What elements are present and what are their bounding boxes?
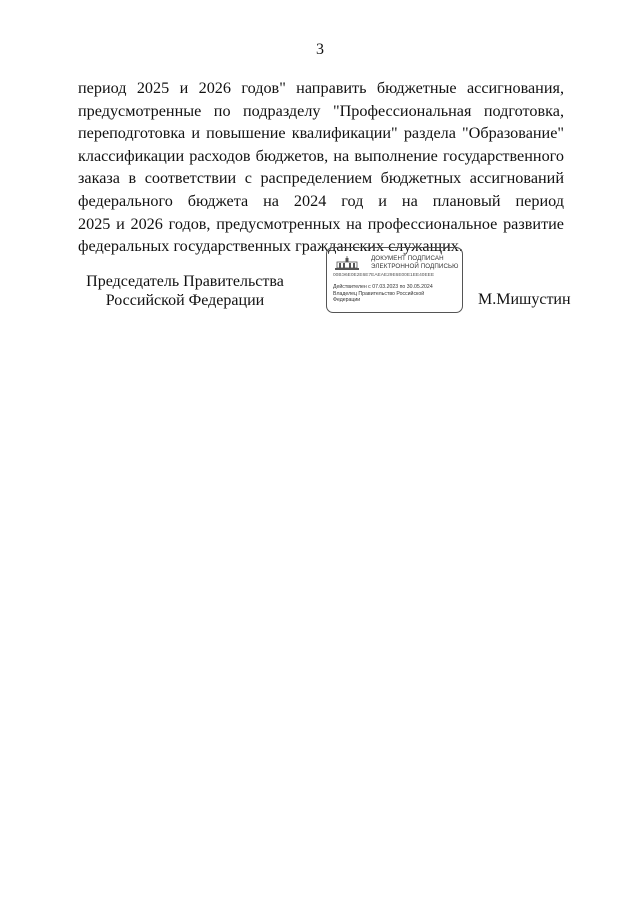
paragraph-line: 2025 и 2026 годов, предусмотренных на профессиональное развитие bbox=[78, 214, 564, 233]
paragraph-line: период 2025 и 2026 годов" направить бюджетные ассигнования, bbox=[78, 79, 564, 97]
paragraph-line: классификации расходов бюджетов, на выполнение государственного bbox=[78, 146, 564, 165]
paragraph-line: федерального бюджета на 2024 год и на плановый период bbox=[78, 191, 564, 210]
certificate-owner-line: Федерации bbox=[333, 297, 361, 303]
paragraph-line: заказа в соответствии с распределением бюджетных ассигнований bbox=[78, 169, 564, 188]
signatory-position-line: Председатель Правительства bbox=[86, 273, 284, 290]
certificate-validity: Действителен с 07.03.2023 по 30.05.2024 bbox=[333, 284, 433, 290]
government-building-icon bbox=[335, 256, 359, 270]
signatory-name: М.Мишустин bbox=[478, 291, 571, 308]
stamp-title-line: ЭЛЕКТРОННОЙ ПОДПИСЬЮ bbox=[371, 263, 459, 270]
certificate-owner bbox=[333, 291, 458, 303]
paragraph-line: федеральных государственных гражданских служащих. bbox=[78, 237, 463, 256]
page-number: 3 bbox=[316, 41, 324, 58]
signatory-position bbox=[80, 272, 290, 310]
stamp-title bbox=[371, 255, 461, 271]
paragraph-line: предусмотренные по подразделу "Профессиональная подготовка, bbox=[78, 101, 564, 120]
certificate-owner-line: Владелец Правительство Российской bbox=[333, 291, 425, 297]
body-paragraph bbox=[78, 77, 564, 258]
certificate-serial: 00ВЭ6Е0Е2Е6Е7ЕАЕАЕ29Е6Е00Е1ЕЕ40ЕЕЕ bbox=[333, 273, 435, 278]
stamp-title-line: ДОКУМЕНТ ПОДПИСАН bbox=[371, 255, 444, 262]
signatory-position-line: Российской Федерации bbox=[105, 292, 265, 309]
paragraph-line: переподготовка и повышение квалификации" раздела "Образование" bbox=[78, 124, 564, 143]
electronic-signature-stamp bbox=[326, 247, 463, 313]
